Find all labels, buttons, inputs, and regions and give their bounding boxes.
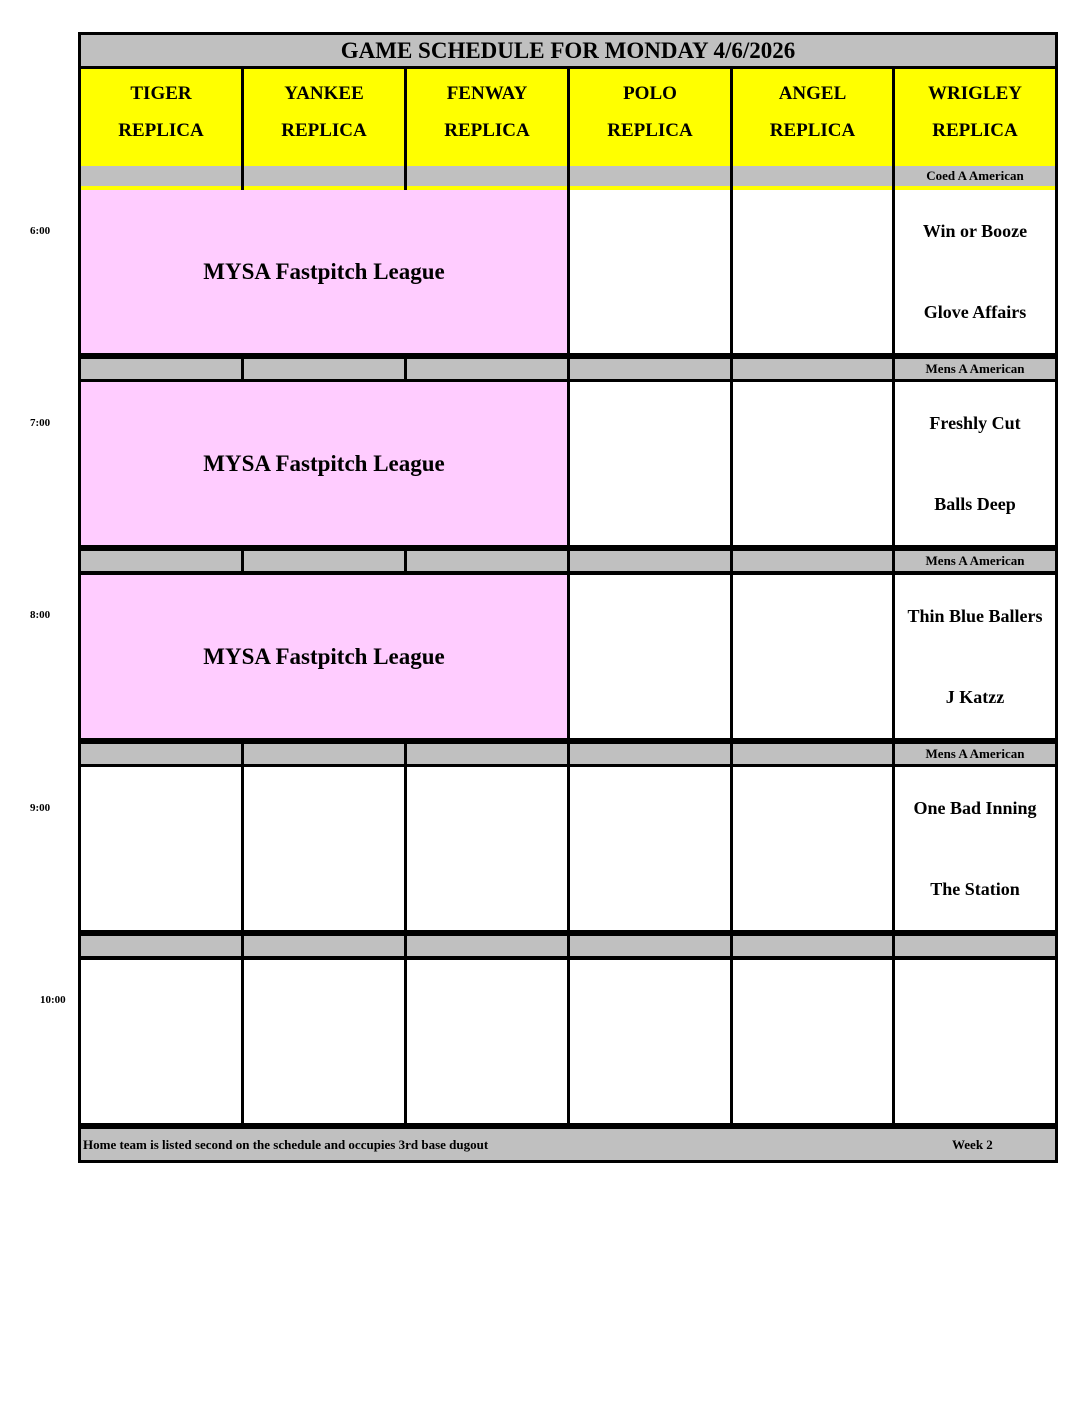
empty-cell [81,767,241,930]
band-cell [244,551,404,571]
home-team-note: Home team is listed second on the schedule and occupies 3rd base dugout [83,1137,489,1152]
field-name: POLO [623,83,677,104]
band-cell [244,166,404,186]
empty-cell [570,190,730,353]
band-cell [244,936,404,956]
band-cell [570,166,730,186]
game-cell [895,575,1055,738]
band-cell [407,551,567,571]
division-label: Mens A American [895,551,1055,571]
time-label: 6:00 [30,225,51,237]
schedule-footer [81,1129,1055,1160]
away-team: Freshly Cut [929,413,1021,433]
time-label: 10:00 [40,994,66,1006]
division-label: Mens A American [895,359,1055,379]
band-cell [407,744,567,764]
division-label: Mens A American [895,744,1055,764]
game-cell [895,767,1055,930]
field-sub: REPLICA [932,120,1018,141]
field-sub: REPLICA [769,120,856,141]
empty-cell [570,960,730,1123]
schedule-title: GAME SCHEDULE FOR MONDAY 4/6/2026 [81,35,1055,66]
empty-cell [733,190,892,353]
field-sub: REPLICA [444,120,530,141]
division-label [895,936,1055,956]
field-name: ANGEL [778,83,847,104]
home-team: Balls Deep [934,494,1016,514]
field-sub: REPLICA [281,120,367,141]
band-cell [733,166,892,186]
field-sub: REPLICA [607,120,693,141]
band-cell [407,359,567,379]
field-name: YANKEE [284,83,364,104]
time-label: 7:00 [30,417,51,429]
time-label: 8:00 [30,609,51,621]
band-cell [570,359,730,379]
band-cell [570,744,730,764]
schedule-table [78,32,1058,1163]
league-block: MYSA Fastpitch League [81,575,567,738]
band-cell [570,936,730,956]
home-team: Glove Affairs [923,302,1027,322]
empty-cell [570,382,730,545]
field-name: TIGER [130,83,192,104]
empty-cell [733,382,892,545]
away-team: Thin Blue Ballers [907,606,1043,626]
empty-cell [733,767,892,930]
away-team: Win or Booze [922,221,1028,241]
band-cell [81,744,241,764]
empty-cell [407,960,567,1123]
band-cell [407,166,567,186]
time-label: 9:00 [30,802,51,814]
band-cell [407,936,567,956]
empty-cell [244,767,404,930]
band-cell [244,359,404,379]
band-cell [733,936,892,956]
empty-cell [244,960,404,1123]
away-team: One Bad Inning [913,798,1037,818]
home-team: J Katzz [945,687,1005,707]
league-block: MYSA Fastpitch League [81,190,567,353]
league-block: MYSA Fastpitch League [81,382,567,545]
empty-cell [81,960,241,1123]
field-name: FENWAY [446,83,528,104]
division-label: Coed A American [895,166,1055,186]
empty-cell [733,575,892,738]
week-label: Week 2 [952,1137,993,1152]
empty-cell [407,767,567,930]
game-cell [895,190,1055,353]
field-sub: REPLICA [118,120,204,141]
game-cell [895,382,1055,545]
field-name: WRIGLEY [928,83,1022,104]
game-cell [895,960,1055,1123]
empty-cell [570,767,730,930]
band-cell [733,359,892,379]
band-cell [81,166,241,186]
band-cell [733,551,892,571]
home-team: The Station [930,879,1020,899]
empty-cell [570,575,730,738]
band-cell [81,359,241,379]
band-cell [244,744,404,764]
band-cell [570,551,730,571]
band-cell [81,936,241,956]
band-cell [733,744,892,764]
empty-cell [733,960,892,1123]
band-cell [81,551,241,571]
